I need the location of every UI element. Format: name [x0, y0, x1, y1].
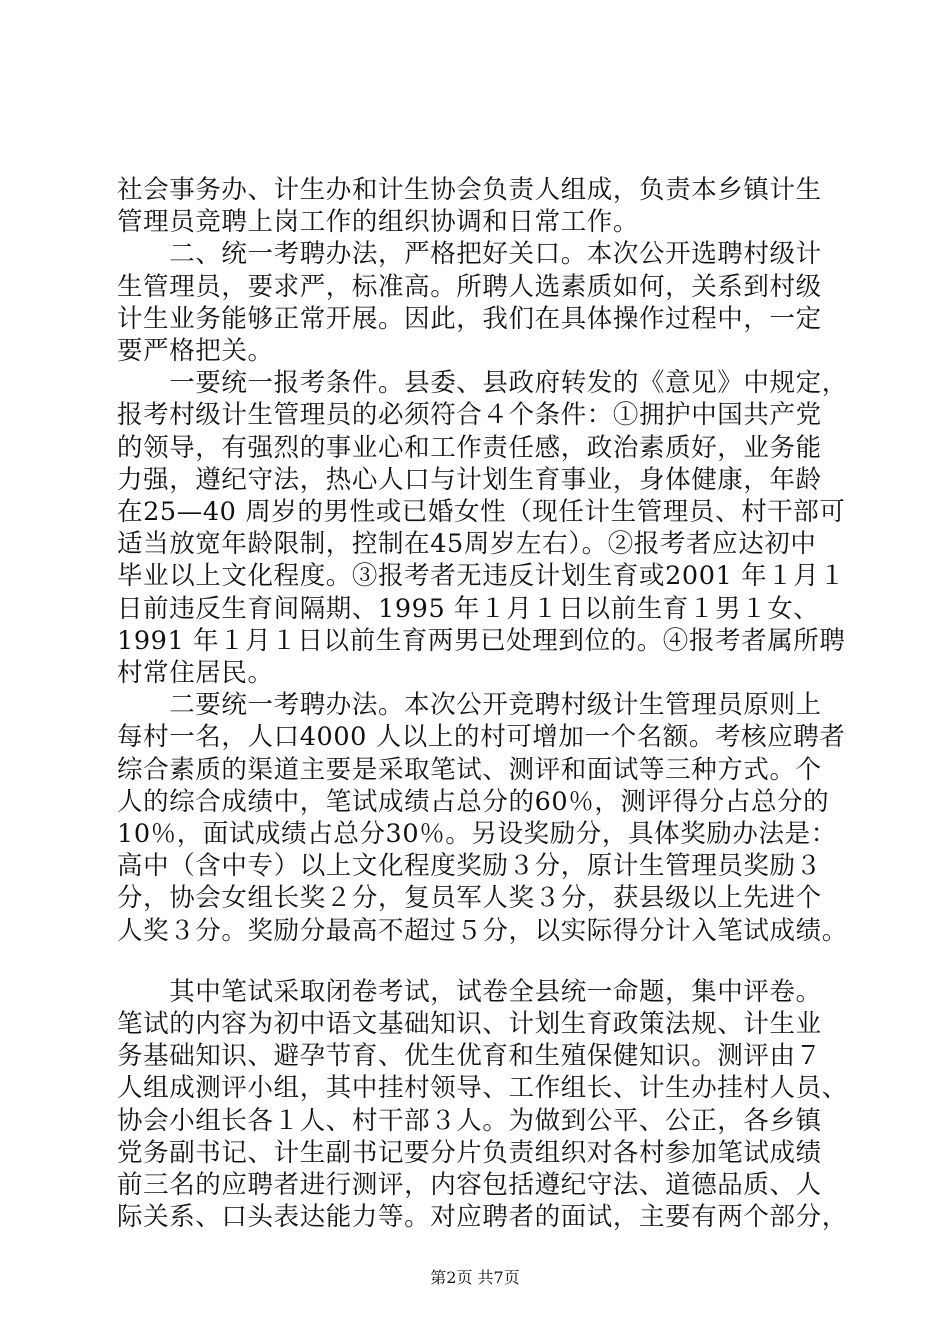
- text-line: 笔试的内容为初中语文基础知识、计划生育政策法规、计生业: [117, 1009, 822, 1040]
- text-line: 每村一名，人口4000 人以上的村可增加一个名额。考核应聘者: [117, 722, 846, 753]
- text-line: 社会事务办、计生办和计生协会负责人组成，负责本乡镇计生: [117, 175, 822, 205]
- document-body: [117, 174, 857, 1234]
- paragraph-2: [117, 238, 857, 367]
- text-line: 要严格把关。: [117, 336, 274, 367]
- text-line: 日前违反生育间隔期、1995 年１月１日以前生育１男１女、: [117, 593, 820, 624]
- text-line: 10％，面试成绩占总分30％。另设奖励分，具体奖励办法是：: [117, 819, 837, 850]
- text-line: 报考村级计生管理员的必须符合４个条件：①拥护中国共产党: [117, 400, 822, 431]
- page-number-footer: 第2页 共7页: [430, 1268, 520, 1287]
- text-line: 际关系、口头表达能力等。对应聘者的面试，主要有两个部分，: [117, 1202, 848, 1233]
- paragraph-4: [117, 689, 857, 947]
- text-line: 协会小组长各１人、村干部３人。为做到公平、公正，各乡镇: [117, 1105, 822, 1136]
- paragraph-3: [117, 367, 857, 689]
- text-line: 1991 年１月１日以前生育两男已处理到位的。④报考者属所聘: [117, 625, 846, 656]
- text-line: 人的综合成绩中，笔试成绩占总分的60％，测评得分占总分的: [117, 786, 830, 817]
- text-line: 其中笔试采取闭卷考试，试卷全县统一命题，集中评卷。: [117, 976, 822, 1007]
- text-line: 生管理员，要求严，标准高。所聘人选素质如何，关系到村级: [117, 271, 822, 302]
- text-line: 二、统一考聘办法，严格把好关口。本次公开选聘村级计: [117, 239, 822, 270]
- text-line: 村常住居民。: [117, 658, 274, 689]
- text-line: 适当放宽年龄限制，控制在45周岁左右）。②报考者应达初中: [117, 529, 817, 560]
- text-line: 的领导，有强烈的事业心和工作责任感，政治素质好，业务能: [117, 432, 822, 463]
- text-line: 毕业以上文化程度。③报考者无违反计划生育或2001 年１月１: [117, 561, 846, 592]
- text-line: 二要统一考聘办法。本次公开竞聘村级计生管理员原则上: [117, 690, 822, 721]
- text-line: 一要统一报考条件。县委、县政府转发的《意见》中规定，: [117, 368, 848, 399]
- text-line: 前三名的应聘者进行测评，内容包括遵纪守法、道德品质、人: [117, 1170, 822, 1201]
- text-line: 力强，遵纪守法，热心人口与计划生育事业，身体健康，年龄: [117, 464, 822, 495]
- text-line: 综合素质的渠道主要是采取笔试、测评和面试等三种方式。个: [117, 754, 822, 785]
- paragraph-5: [117, 976, 857, 1234]
- paragraph-1: [117, 174, 857, 238]
- text-line: 分，协会女组长奖２分，复员军人奖３分，获县级以上先进个: [117, 883, 822, 914]
- text-line: 管理员竞聘上岗工作的组织协调和日常工作。: [117, 207, 640, 238]
- text-line: 高中（含中专）以上文化程度奖励３分，原计生管理员奖励３: [117, 851, 822, 882]
- text-line: 人组成测评小组，其中挂村领导、工作组长、计生办挂村人员、: [117, 1073, 848, 1104]
- text-line: 务基础知识、避孕节育、优生优育和生殖保健知识。测评由７: [117, 1041, 822, 1072]
- text-line: 党务副书记、计生副书记要分片负责组织对各村参加笔试成绩: [117, 1137, 822, 1168]
- text-line: 在25—40 周岁的男性或已婚女性（现任计生管理员、村干部可: [117, 497, 846, 528]
- text-line: 计生业务能够正常开展。因此，我们在具体操作过程中，一定: [117, 303, 822, 334]
- paragraph-spacer: [117, 947, 857, 976]
- text-line: 人奖３分。奖励分最高不超过５分，以实际得分计入笔试成绩。: [117, 915, 848, 946]
